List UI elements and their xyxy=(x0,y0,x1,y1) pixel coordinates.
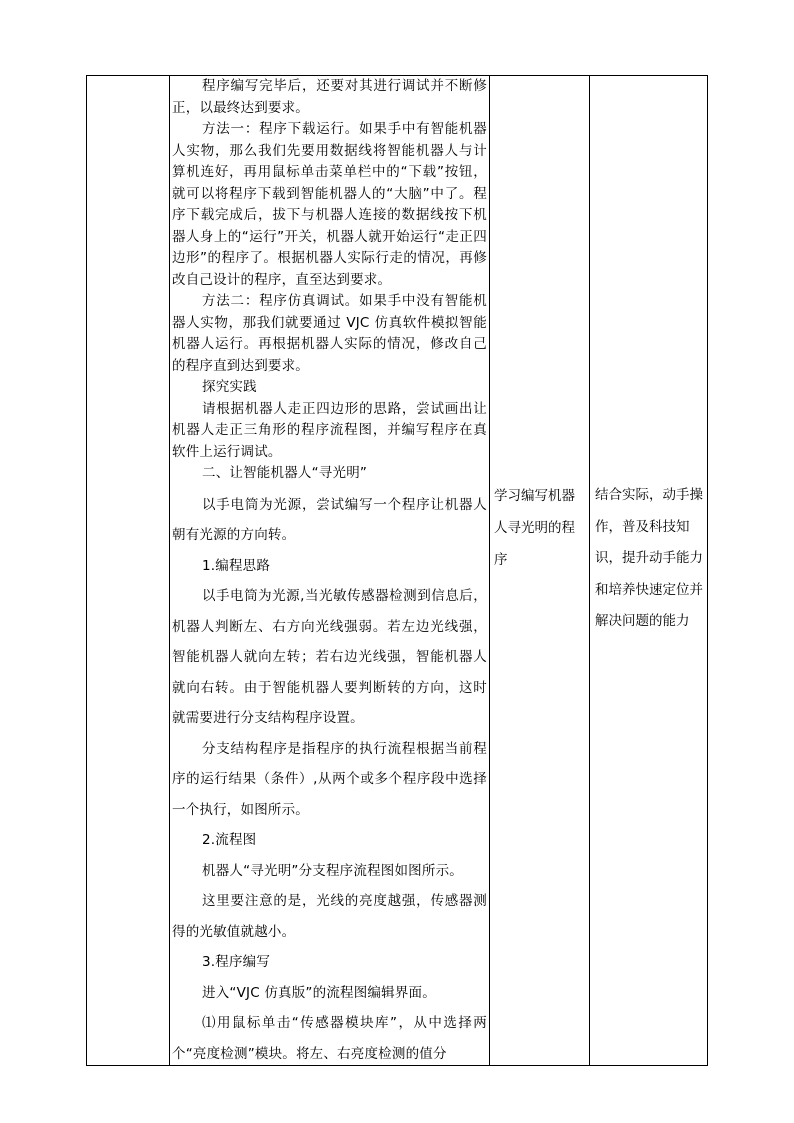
table-divider-2 xyxy=(489,75,490,1066)
debug-intro: 程序编写完毕后，还要对其进行调试并不断修正，以最终达到要求。 xyxy=(172,78,487,116)
programming-idea: 以手电筒为光源,当光敏传感器检测到信息后，机器人判断左、右方向光线强弱。若左边光线强，智能机器人就向左转；若右边光线强，智能机器人就向右转。由于智能机器人要判断转的方向，这时就需要进行分支结构程序设置。 xyxy=(172,588,487,726)
brightness-note: 这里要注意的是，光线的亮度越强，传感器测得的光敏值就越小。 xyxy=(172,893,487,940)
vjc-enter: 进入“VJC 仿真版”的流程图编辑界面。 xyxy=(202,984,436,1001)
sensor-step: ⑴用鼠标单击“传感器模块库”，从中选择两个“亮度检测”模块。将左、右亮度检测的值分 xyxy=(172,1015,487,1062)
section-two-heading: 二、让智能机器人“寻光明” xyxy=(202,465,368,481)
flowchart-desc: 机器人“寻光明”分支程序流程图如图所示。 xyxy=(202,862,463,879)
method-one: 方法一：程序下载运行。如果手中有智能机器人实物，那么我们先要用数据线将智能机器人与计算机连好，再用鼠标单击菜单栏中的“下载”按钮，就可以将程序下载到智能机器人的“大脑”中了。程序下载完成后，拔下与机器人连接的数据线按下机器人身上的“运行”开关，机器人就开始运行“走正四边形”的程序了。根据机器人实际行走的情况，再修改自己设计的程序，直至达到要求。 xyxy=(172,121,487,288)
table-divider-1 xyxy=(169,75,170,1066)
table-divider-3 xyxy=(589,75,590,1066)
table-border-left xyxy=(86,75,87,1066)
design-intent-cell: 结合实际，动手操作，普及科技知识，提升动手能力和培养快速定位并解决问题的能力 xyxy=(595,487,703,629)
program-writing-heading: 3.程序编写 xyxy=(202,954,271,970)
method-two: 方法二：程序仿真调试。如果手中没有智能机器人实物，那我们就要通过 VJC 仿真软件模拟智能机器人运行。再根据机器人实际的情况，修改自己的程序直到达到要求。 xyxy=(172,293,487,374)
explore-task: 请根据机器人走正四边形的思路，尝试画出让机器人走正三角形的程序流程图，并编写程序在真软件上运行调试。 xyxy=(172,400,487,460)
flowchart-heading: 2.流程图 xyxy=(202,832,257,848)
teaching-content-cell xyxy=(172,76,487,1069)
programming-idea-heading: 1.编程思路 xyxy=(202,557,271,574)
branch-structure: 分支结构程序是指程序的执行流程根据当前程序的运行结果（条件）,从两个或多个程序段中选择一个执行，如图所示。 xyxy=(172,740,487,818)
light-task: 以手电筒为光源，尝试编写一个程序让机器人朝有光源的方向转。 xyxy=(172,496,487,543)
student-activity-cell: 学习编写机器人寻光明的程序 xyxy=(494,488,575,568)
explore-heading: 探究实践 xyxy=(202,379,257,395)
table-border-right xyxy=(707,75,708,1066)
